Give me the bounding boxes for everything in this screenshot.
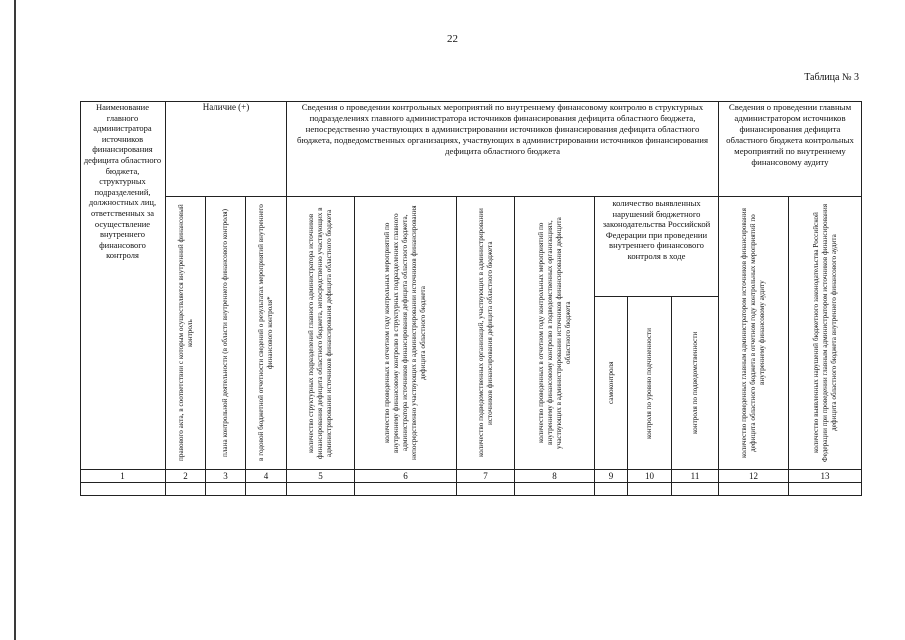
column-number-12: 12 (719, 470, 789, 483)
header-presence-cell (166, 101, 287, 197)
header-internal-control-text: Сведения о проведении контрольных мероприятий по внутреннему финансовому контролю в структурных подразделениях главного администратора источников финансирования дефицита областного бюджета, непосредственно участвующих в администрировании источников финансирования дефицита областного бюджета, подведомственных организациях, участвующих в администрировании источников финансирования дефицита областного бюджета (296, 102, 709, 156)
header-col2-cell (166, 197, 206, 470)
data-cell-12 (719, 483, 789, 496)
header-col12-text: количество проведенных главным администратором источников финансирования дефицита областного бюджета в отчетном году контрольных мероприятий по внутреннему финансовому аудиту (740, 208, 766, 458)
header-col13-cell (789, 197, 862, 470)
header-col10-cell (628, 297, 672, 470)
header-col8-text: количество проведенных в отчетном году контрольных мероприятий по внутреннему финансовому контролю в подведомственных организациях, участвующих в администрировании источников финансирования дефицита областного бюджета (536, 217, 572, 449)
report-table (80, 101, 862, 496)
header-col9-text: самоконтроля (606, 361, 615, 405)
header-col12-cell (719, 197, 789, 470)
data-cell-13 (789, 483, 862, 496)
header-violations-text: количество выявленных нарушений бюджетного законодательства Российской Федерации при проведении внутреннего финансового контроля в ходе (602, 198, 711, 261)
column-number-1: 1 (80, 470, 166, 483)
header-col9-cell (595, 297, 628, 470)
header-audit-cell (719, 101, 862, 197)
header-violations-cell (595, 197, 719, 297)
data-cell-1 (80, 483, 166, 496)
data-cell-10 (628, 483, 672, 496)
header-col5-text: количество структурных подразделений главного администратора источников финансирования дефицита областного бюджета, непосредственно участвующих в администрировании источников финансирования дефицита областного бюджета (307, 207, 333, 459)
column-number-5: 5 (287, 470, 355, 483)
header-presence-text: Наличие (+) (202, 102, 250, 112)
header-col13-text: количество выявленных нарушений бюджетного законодательства Российской Федерации при проведении главным администратором источников финансирования дефицита областного бюджета внутреннего финансового аудита (811, 203, 838, 463)
column-number-11: 11 (672, 470, 719, 483)
header-col7-cell (457, 197, 515, 470)
data-cell-8 (515, 483, 595, 496)
header-col11-cell (672, 297, 719, 470)
header-col4-text: в годовой бюджетной отчетности сведений о результатах мероприятий внутреннего финансового контроля* (257, 204, 274, 462)
data-cell-6 (355, 483, 457, 496)
column-number-3: 3 (206, 470, 246, 483)
column-number-7: 7 (457, 470, 515, 483)
header-col1-text: Наименование главного администратора источников финансирования дефицита областного бюджета, структурных подразделений, должностных лиц, ответственных за осуществление внутреннего финансового контроля (83, 102, 162, 261)
column-number-2: 2 (166, 470, 206, 483)
header-col7-text: количество подведомственных организаций, участвующих в администрировании источников финансирования дефицита областного бюджета (476, 208, 494, 458)
data-cell-11 (672, 483, 719, 496)
column-number-4: 4 (246, 470, 287, 483)
header-col10-text: контроля по уровню подчиненности (645, 327, 653, 439)
header-col3-text: плана контрольной деятельности (в области внутреннего финансового контроля) (221, 209, 229, 457)
page-edge-line (14, 0, 16, 640)
header-col2-text: правового акта, в соответствии с которым осуществляется внутренний финансовый контроль (176, 204, 194, 462)
table-caption: Таблица № 3 (804, 72, 859, 83)
page-number: 22 (447, 33, 458, 45)
header-col3-cell (206, 197, 246, 470)
column-number-8: 8 (515, 470, 595, 483)
header-audit-text: Сведения о проведении главным администратором источников финансирования дефицита областного бюджета контрольных мероприятий по внутреннему финансовому аудиту (726, 102, 854, 167)
header-internal-control-cell (287, 101, 719, 197)
column-number-6: 6 (355, 470, 457, 483)
data-cell-7 (457, 483, 515, 496)
data-cell-5 (287, 483, 355, 496)
data-cell-4 (246, 483, 287, 496)
header-col4-cell (246, 197, 287, 470)
data-cell-2 (166, 483, 206, 496)
column-number-10: 10 (628, 470, 672, 483)
data-cell-9 (595, 483, 628, 496)
header-col1-cell (80, 101, 166, 470)
header-col5-cell (287, 197, 355, 470)
header-col6-text: количество проведенных в отчетном году контрольных мероприятий по внутреннему финансовому контролю в структурных подразделениях главного администратора источников финансирования дефицита областного бюджета, непосредственно участвующих в администрировании источников финансирования дефицита областного бюджета (383, 205, 427, 461)
column-number-13: 13 (789, 470, 862, 483)
header-col11-text: контроля по подведомственности (690, 331, 699, 435)
header-col8-cell (515, 197, 595, 470)
column-number-9: 9 (595, 470, 628, 483)
header-col6-cell (355, 197, 457, 470)
data-cell-3 (206, 483, 246, 496)
